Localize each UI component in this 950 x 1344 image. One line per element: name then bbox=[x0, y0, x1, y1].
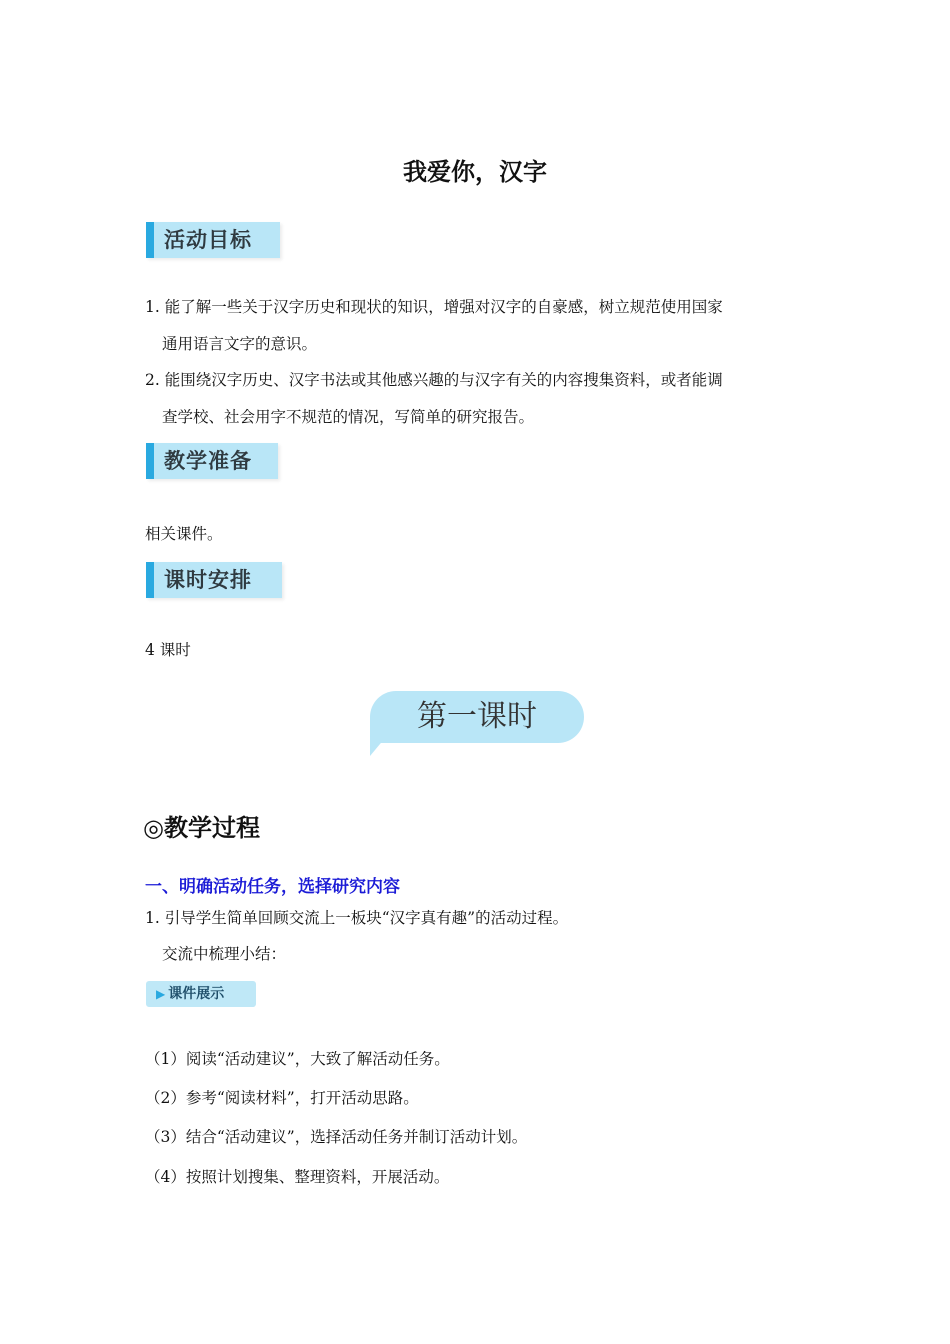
prep-text: 相关课件。 bbox=[145, 525, 223, 543]
part1-step1-note: 交流中梳理小结： bbox=[162, 945, 287, 963]
schedule-text: 4 课时 bbox=[145, 641, 191, 659]
courseware-tag-label: 课件展示 bbox=[168, 986, 225, 1002]
point-2: （2）参考“阅读材料”，打开活动思路。 bbox=[145, 1089, 419, 1107]
banner-prep: 教学准备 bbox=[146, 443, 278, 479]
goal-1-line1: 1. 能了解一些关于汉字历史和现状的知识，增强对汉字的自豪感，树立规范使用国家 bbox=[145, 298, 723, 316]
banner-goals: 活动目标 bbox=[146, 222, 280, 258]
goal-2-line2: 查学校、社会用字不规范的情况，写简单的研究报告。 bbox=[162, 408, 535, 426]
courseware-tag bbox=[146, 981, 256, 1007]
point-1: （1）阅读“活动建议”，大致了解活动任务。 bbox=[145, 1050, 450, 1068]
banner-schedule: 课时安排 bbox=[146, 562, 282, 598]
page-title: 我爱你，汉字 bbox=[403, 158, 547, 186]
play-arrow-icon: ▶ bbox=[156, 987, 166, 1001]
point-4: （4）按照计划搜集、整理资料，开展活动。 bbox=[145, 1168, 450, 1186]
lesson-label: 第一课时 bbox=[370, 691, 584, 743]
goal-2-line1: 2. 能围绕汉字历史、汉字书法或其他感兴趣的与汉字有关的内容搜集资料，或者能调 bbox=[145, 371, 723, 389]
goal-1-line2: 通用语言文字的意识。 bbox=[162, 335, 318, 353]
process-heading: ◎教学过程 bbox=[143, 814, 260, 842]
part1-step1: 1. 引导学生简单回顾交流上一板块“汉字真有趣”的活动过程。 bbox=[145, 909, 569, 927]
point-3: （3）结合“活动建议”，选择活动任务并制订活动计划。 bbox=[145, 1128, 528, 1146]
part1-heading: 一、明确活动任务，选择研究内容 bbox=[145, 877, 400, 897]
